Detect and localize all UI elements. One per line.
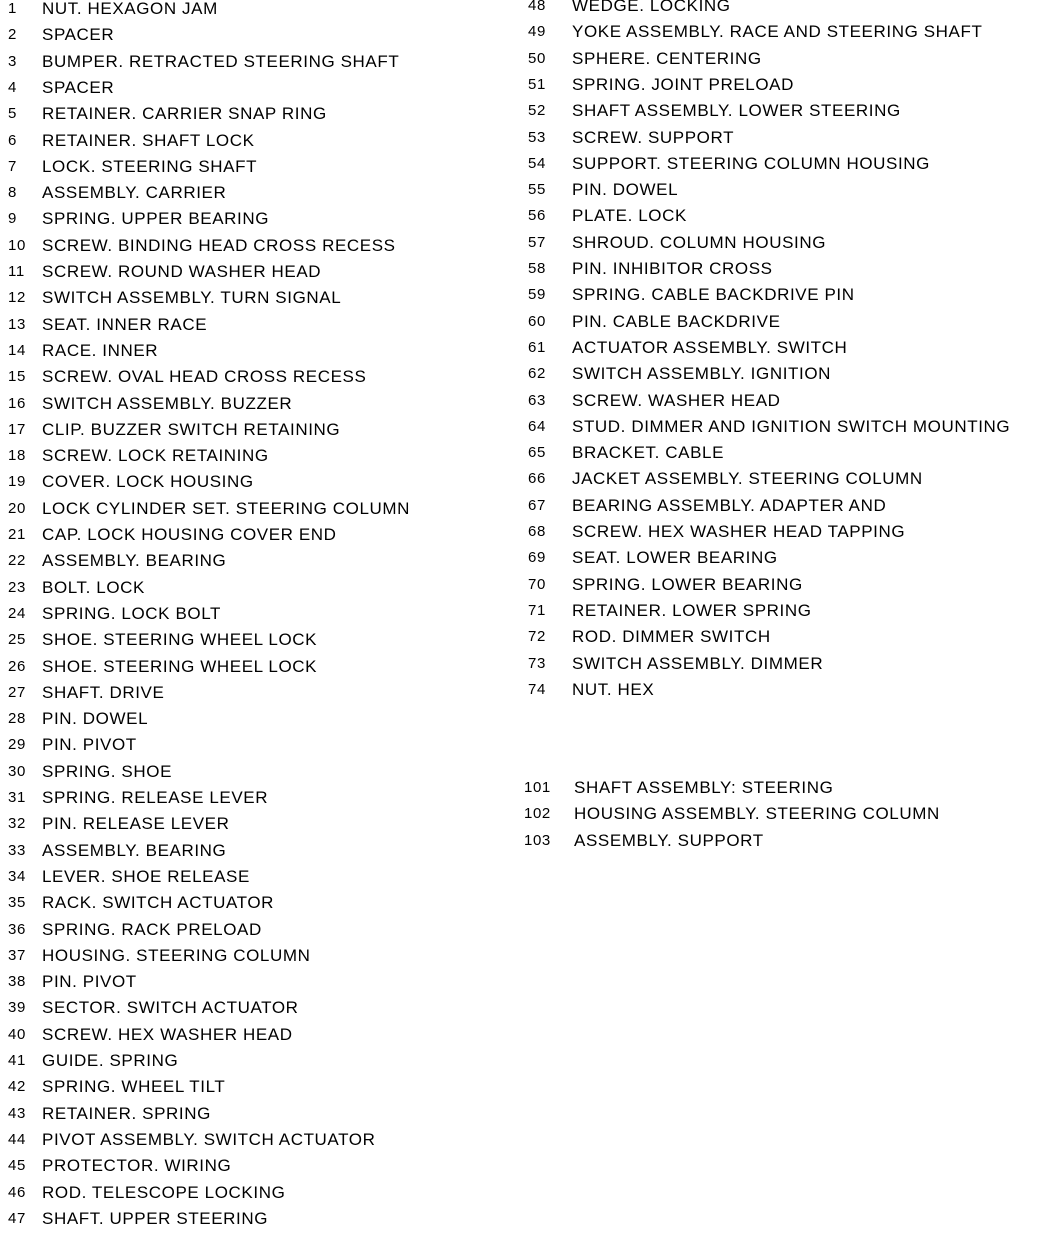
part-number: 53 — [528, 128, 546, 146]
part-description: SCREW. BINDING HEAD CROSS RECESS — [42, 235, 396, 255]
part-number: 34 — [8, 867, 26, 885]
part-number: 7 — [8, 157, 17, 175]
part-number: 19 — [8, 473, 26, 491]
part-description: SECTOR. SWITCH ACTUATOR — [42, 998, 299, 1018]
part-description: RETAINER. SPRING — [42, 1103, 211, 1123]
part-description: WEDGE. LOCKING — [572, 0, 731, 15]
part-number: 71 — [528, 601, 546, 619]
part-number: 55 — [528, 181, 546, 199]
part-description: SHOE. STEERING WHEEL LOCK — [42, 656, 318, 676]
part-number: 56 — [528, 207, 546, 225]
part-number: 42 — [8, 1078, 26, 1096]
part-number: 64 — [528, 417, 546, 435]
part-description: BUMPER. RETRACTED STEERING SHAFT — [42, 51, 400, 71]
part-number: 65 — [528, 444, 546, 462]
part-number: 49 — [528, 23, 546, 41]
part-description: SPRING. WHEEL TILT — [42, 1077, 226, 1097]
part-description: LOCK CYLINDER SET. STEERING COLUMN — [42, 498, 411, 518]
part-number: 58 — [528, 260, 546, 277]
part-number: 50 — [528, 49, 546, 67]
part-description: PIN. RELEASE LEVER — [42, 814, 230, 834]
part-number: 66 — [528, 470, 546, 488]
part-description: PIN. DOWEL — [42, 709, 149, 729]
part-description: ROD. TELESCOPE LOCKING — [42, 1182, 286, 1202]
part-number: 2 — [8, 26, 17, 44]
part-number: 16 — [8, 394, 26, 412]
part-number: 63 — [528, 391, 546, 409]
part-description: SCREW. HEX WASHER HEAD — [42, 1024, 293, 1044]
part-description: SPRING. RACK PRELOAD — [42, 919, 262, 939]
part-number: 44 — [8, 1130, 26, 1148]
part-description: SHAFT. UPPER STEERING — [42, 1208, 269, 1228]
part-number: 14 — [8, 341, 26, 359]
part-number: 103 — [524, 831, 551, 849]
part-number: 69 — [528, 549, 546, 567]
part-number: 8 — [8, 184, 17, 202]
part-description: PROTECTOR. WIRING — [42, 1156, 232, 1176]
part-description: RETAINER. CARRIER SNAP RING — [42, 104, 327, 124]
part-number: 4 — [8, 78, 17, 96]
part-number: 33 — [8, 841, 26, 859]
part-number: 101 — [524, 779, 551, 796]
part-number: 22 — [8, 552, 26, 570]
part-description: PIN. PIVOT — [42, 735, 137, 755]
part-number: 6 — [8, 131, 17, 149]
part-number: 1 — [8, 0, 17, 17]
part-number: 48 — [528, 0, 546, 14]
part-number: 11 — [8, 263, 25, 280]
part-description: SEAT. LOWER BEARING — [572, 548, 778, 568]
part-number: 102 — [524, 805, 551, 823]
part-number: 18 — [8, 447, 26, 465]
part-description: SPRING. RELEASE LEVER — [42, 788, 269, 807]
part-description: SHOE. STEERING WHEEL LOCK — [42, 630, 318, 650]
part-description: RETAINER. SHAFT LOCK — [42, 130, 255, 150]
part-number: 3 — [8, 52, 17, 70]
part-number: 72 — [528, 628, 546, 646]
part-description: LEVER. SHOE RELEASE — [42, 866, 250, 886]
part-description: SEAT. INNER RACE — [42, 314, 208, 334]
part-description: STUD. DIMMER AND IGNITION SWITCH MOUNTING — [572, 416, 1011, 436]
part-description: SWITCH ASSEMBLY. TURN SIGNAL — [42, 288, 342, 308]
part-description: HOUSING. STEERING COLUMN — [42, 945, 311, 965]
part-description: SCREW. ROUND WASHER HEAD — [42, 262, 322, 281]
part-description: SWITCH ASSEMBLY. IGNITION — [572, 364, 832, 384]
part-description: SCREW. OVAL HEAD CROSS RECESS — [42, 367, 367, 387]
part-description: ASSEMBLY. BEARING — [42, 840, 227, 860]
part-description: SCREW. SUPPORT — [572, 127, 735, 147]
part-number: 5 — [8, 105, 17, 123]
part-number: 10 — [8, 236, 26, 254]
part-number: 29 — [8, 736, 26, 754]
part-description: SPRING. UPPER BEARING — [42, 209, 270, 229]
part-description: ACTUATOR ASSEMBLY. SWITCH — [572, 337, 848, 357]
part-description: PIN. PIVOT — [42, 972, 137, 992]
part-description: RACK. SWITCH ACTUATOR — [42, 893, 275, 913]
part-number: 38 — [8, 973, 26, 991]
part-description: PIN. INHIBITOR CROSS — [572, 259, 773, 278]
part-number: 46 — [8, 1183, 26, 1201]
part-description: SPRING. SHOE — [42, 761, 173, 781]
part-number: 17 — [8, 420, 26, 438]
part-description: SPRING. LOWER BEARING — [572, 574, 803, 594]
part-description: BOLT. LOCK — [42, 577, 145, 597]
part-number: 15 — [8, 368, 26, 386]
part-description: SHAFT ASSEMBLY. LOWER STEERING — [572, 101, 901, 121]
part-number: 21 — [8, 526, 26, 543]
part-number: 59 — [528, 286, 546, 304]
part-number: 68 — [528, 523, 546, 540]
part-description: SPACER — [42, 77, 115, 97]
part-number: 35 — [8, 894, 26, 912]
part-description: HOUSING ASSEMBLY. STEERING COLUMN — [574, 804, 940, 824]
part-number: 12 — [8, 289, 26, 307]
part-description: SPRING. CABLE BACKDRIVE PIN — [572, 285, 855, 305]
part-description: ASSEMBLY. BEARING — [42, 551, 227, 571]
part-description: BRACKET. CABLE — [572, 443, 725, 463]
part-description: PLATE. LOCK — [572, 206, 687, 226]
part-number: 73 — [528, 654, 546, 672]
part-number: 61 — [528, 338, 546, 356]
part-description: SPRING. JOINT PRELOAD — [572, 74, 794, 94]
part-description: LOCK. STEERING SHAFT — [42, 156, 258, 176]
part-number: 40 — [8, 1025, 26, 1043]
part-number: 24 — [8, 604, 26, 622]
part-description: SCREW. LOCK RETAINING — [42, 446, 269, 466]
part-number: 74 — [528, 680, 546, 698]
part-number: 41 — [8, 1052, 26, 1069]
part-description: NUT. HEXAGON JAM — [42, 0, 218, 18]
part-number: 39 — [8, 999, 26, 1017]
part-number: 62 — [528, 365, 546, 383]
part-number: 45 — [8, 1157, 26, 1175]
part-number: 37 — [8, 946, 26, 964]
part-number: 23 — [8, 578, 26, 596]
part-description: SWITCH ASSEMBLY. DIMMER — [572, 653, 824, 673]
part-description: CLIP. BUZZER SWITCH RETAINING — [42, 419, 341, 439]
part-description: COVER. LOCK HOUSING — [42, 472, 254, 492]
part-description: SHAFT. DRIVE — [42, 682, 165, 702]
part-description: PIVOT ASSEMBLY. SWITCH ACTUATOR — [42, 1129, 376, 1149]
part-description: NUT. HEX — [572, 679, 655, 699]
part-description: JACKET ASSEMBLY. STEERING COLUMN — [572, 469, 923, 489]
part-description: SPRING. LOCK BOLT — [42, 603, 221, 623]
part-number: 43 — [8, 1104, 26, 1122]
part-number: 13 — [8, 315, 26, 333]
part-number: 26 — [8, 657, 26, 675]
part-description: SCREW. HEX WASHER HEAD TAPPING — [572, 522, 906, 541]
part-description: GUIDE. SPRING — [42, 1051, 179, 1070]
part-description: SPACER — [42, 25, 115, 45]
part-description: SHROUD. COLUMN HOUSING — [572, 232, 827, 252]
part-description: SHAFT ASSEMBLY: STEERING — [574, 778, 834, 797]
part-number: 51 — [528, 75, 546, 93]
part-description: SWITCH ASSEMBLY. BUZZER — [42, 393, 293, 413]
part-description: YOKE ASSEMBLY. RACE AND STEERING SHAFT — [572, 22, 983, 42]
part-description: ROD. DIMMER SWITCH — [572, 627, 771, 647]
part-number: 36 — [8, 920, 26, 938]
part-number: 32 — [8, 815, 26, 833]
part-number: 67 — [528, 496, 546, 514]
part-number: 27 — [8, 683, 26, 701]
part-number: 20 — [8, 499, 26, 517]
part-number: 25 — [8, 631, 26, 649]
part-number: 60 — [528, 312, 546, 330]
part-description: SUPPORT. STEERING COLUMN HOUSING — [572, 153, 930, 173]
part-number: 47 — [8, 1209, 26, 1227]
part-number: 52 — [528, 102, 546, 120]
part-number: 28 — [8, 710, 26, 728]
part-number: 54 — [528, 154, 546, 172]
part-description: ASSEMBLY. CARRIER — [42, 183, 227, 203]
part-description: BEARING ASSEMBLY. ADAPTER AND — [572, 495, 887, 515]
part-description: PIN. CABLE BACKDRIVE — [572, 311, 781, 331]
part-number: 31 — [8, 789, 26, 806]
part-description: SPHERE. CENTERING — [572, 48, 762, 68]
part-number: 70 — [528, 575, 546, 593]
part-description: CAP. LOCK HOUSING COVER END — [42, 525, 337, 544]
part-description: SCREW. WASHER HEAD — [572, 390, 781, 410]
part-number: 30 — [8, 762, 26, 780]
part-description: PIN. DOWEL — [572, 180, 679, 200]
part-description: RETAINER. LOWER SPRING — [572, 600, 812, 620]
part-description: RACE. INNER — [42, 340, 159, 360]
part-number: 9 — [8, 210, 17, 228]
part-description: ASSEMBLY. SUPPORT — [574, 830, 764, 850]
part-number: 57 — [528, 233, 546, 251]
